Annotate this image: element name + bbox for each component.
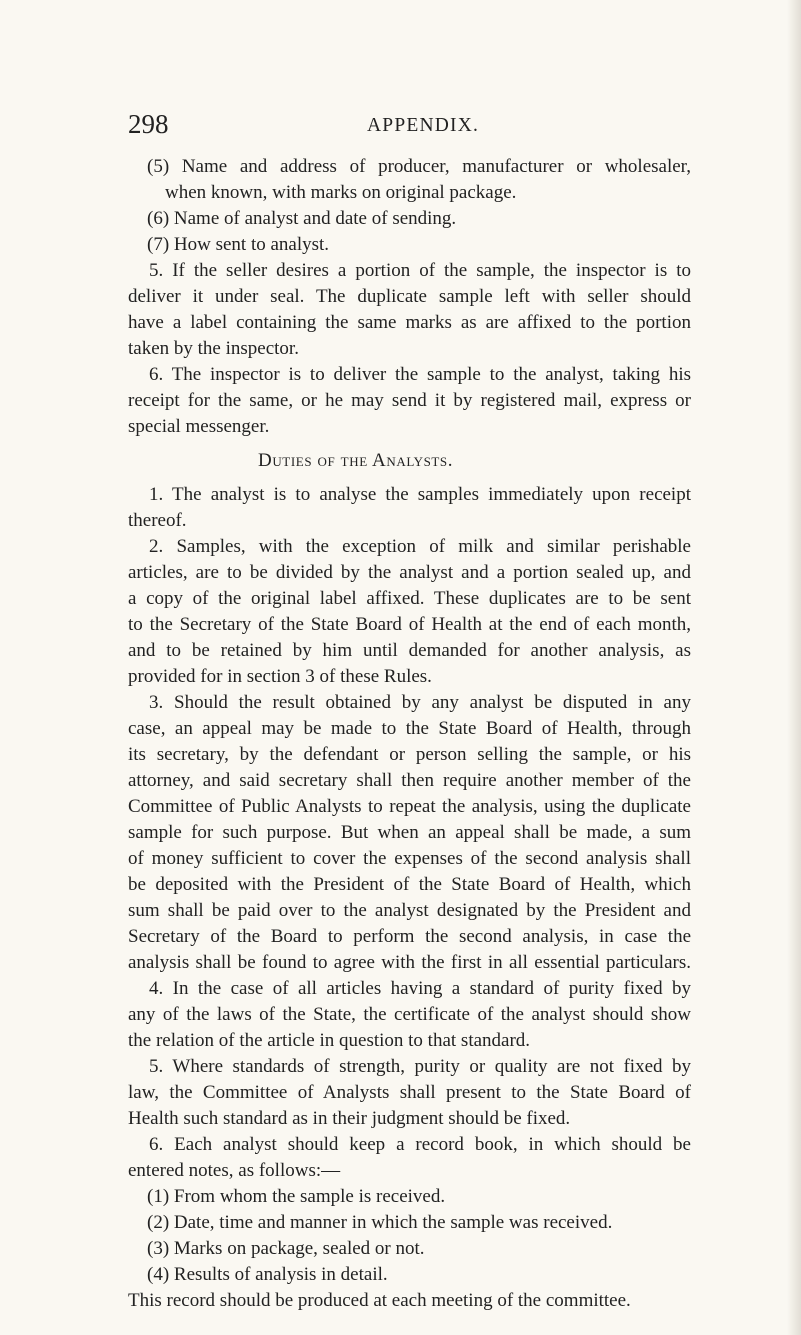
text-line: analysis shall be found to agree with the first in all essential particulars. bbox=[128, 952, 691, 973]
text-line: attorney, and said secretary shall then require another member of the bbox=[128, 770, 691, 791]
text-line: taken by the inspector. bbox=[128, 338, 299, 359]
text-line: 3. Should the result obtained by any analyst be disputed in any bbox=[149, 692, 691, 713]
text-line: case, an appeal may be made to the State Board of Health, through bbox=[128, 718, 691, 739]
text-line: (4) Results of analysis in detail. bbox=[147, 1264, 388, 1285]
text-line: Health such standard as in their judgment should be fixed. bbox=[128, 1108, 571, 1129]
page-edge-shadow bbox=[787, 0, 801, 1335]
text-line: articles, are to be divided by the analyst and a portion sealed up, and bbox=[128, 562, 691, 583]
text-line: (5) Name and address of producer, manufacturer or wholesaler, bbox=[147, 156, 691, 177]
text-line: to the Secretary of the State Board of Health at the end of each month, bbox=[128, 614, 691, 635]
text-line: 2. Samples, with the exception of milk and similar perishable bbox=[149, 536, 691, 557]
text-line: sum shall be paid over to the analyst designated by the President and bbox=[128, 900, 691, 921]
text-line: 6. Each analyst should keep a record book, in which should be bbox=[149, 1134, 691, 1155]
text-line: sample for such purpose. But when an appeal shall be made, a sum bbox=[128, 822, 691, 843]
text-line: any of the laws of the State, the certificate of the analyst should show bbox=[128, 1004, 691, 1025]
text-line: the relation of the article in question to that standard. bbox=[128, 1030, 531, 1051]
text-line: (1) From whom the sample is received. bbox=[147, 1186, 446, 1207]
text-line: 1. The analyst is to analyse the samples immediately upon receipt bbox=[149, 484, 691, 505]
text-line: a copy of the original label affixed. These duplicates are to be sent bbox=[128, 588, 691, 609]
text-line: provided for in section 3 of these Rules. bbox=[128, 666, 432, 687]
text-line: be deposited with the President of the State Board of Health, which bbox=[128, 874, 691, 895]
text-line: Committee of Public Analysts to repeat the analysis, using the duplicate bbox=[128, 796, 691, 817]
section-heading: Duties of the Analysts. bbox=[258, 450, 454, 471]
text-line: 5. If the seller desires a portion of the sample, the inspector is to bbox=[149, 260, 691, 281]
text-line: (6) Name of analyst and date of sending. bbox=[147, 208, 457, 229]
text-line: (3) Marks on package, sealed or not. bbox=[147, 1238, 425, 1259]
running-title: APPENDIX. bbox=[367, 115, 480, 136]
text-line: thereof. bbox=[128, 510, 187, 531]
text-line: 4. In the case of all articles having a standard of purity fixed by bbox=[149, 978, 691, 999]
page-number: 298 bbox=[128, 109, 169, 139]
text-line: This record should be produced at each meeting of the committee. bbox=[128, 1290, 631, 1311]
text-line: its secretary, by the defendant or person selling the sample, or his bbox=[128, 744, 691, 765]
text-line: of money sufficient to cover the expenses of the second analysis shall bbox=[128, 848, 691, 869]
text-line: (7) How sent to analyst. bbox=[147, 234, 330, 255]
text-line: when known, with marks on original package. bbox=[165, 182, 517, 203]
text-line: law, the Committee of Analysts shall present to the State Board of bbox=[128, 1082, 691, 1103]
text-line: (2) Date, time and manner in which the sample was received. bbox=[147, 1212, 613, 1233]
text-line: receipt for the same, or he may send it by registered mail, express or bbox=[128, 390, 691, 411]
text-line: Secretary of the Board to perform the second analysis, in case the bbox=[128, 926, 691, 947]
text-line: 6. The inspector is to deliver the sample to the analyst, taking his bbox=[149, 364, 691, 385]
text-line: entered notes, as follows:— bbox=[128, 1160, 341, 1181]
text-line: and to be retained by him until demanded for another analysis, as bbox=[128, 640, 691, 661]
text-line: have a label containing the same marks as are affixed to the portion bbox=[128, 312, 691, 333]
text-line: deliver it under seal. The duplicate sample left with seller should bbox=[128, 286, 691, 307]
text-line: special messenger. bbox=[128, 416, 270, 437]
text-line: 5. Where standards of strength, purity or quality are not fixed by bbox=[149, 1056, 691, 1077]
